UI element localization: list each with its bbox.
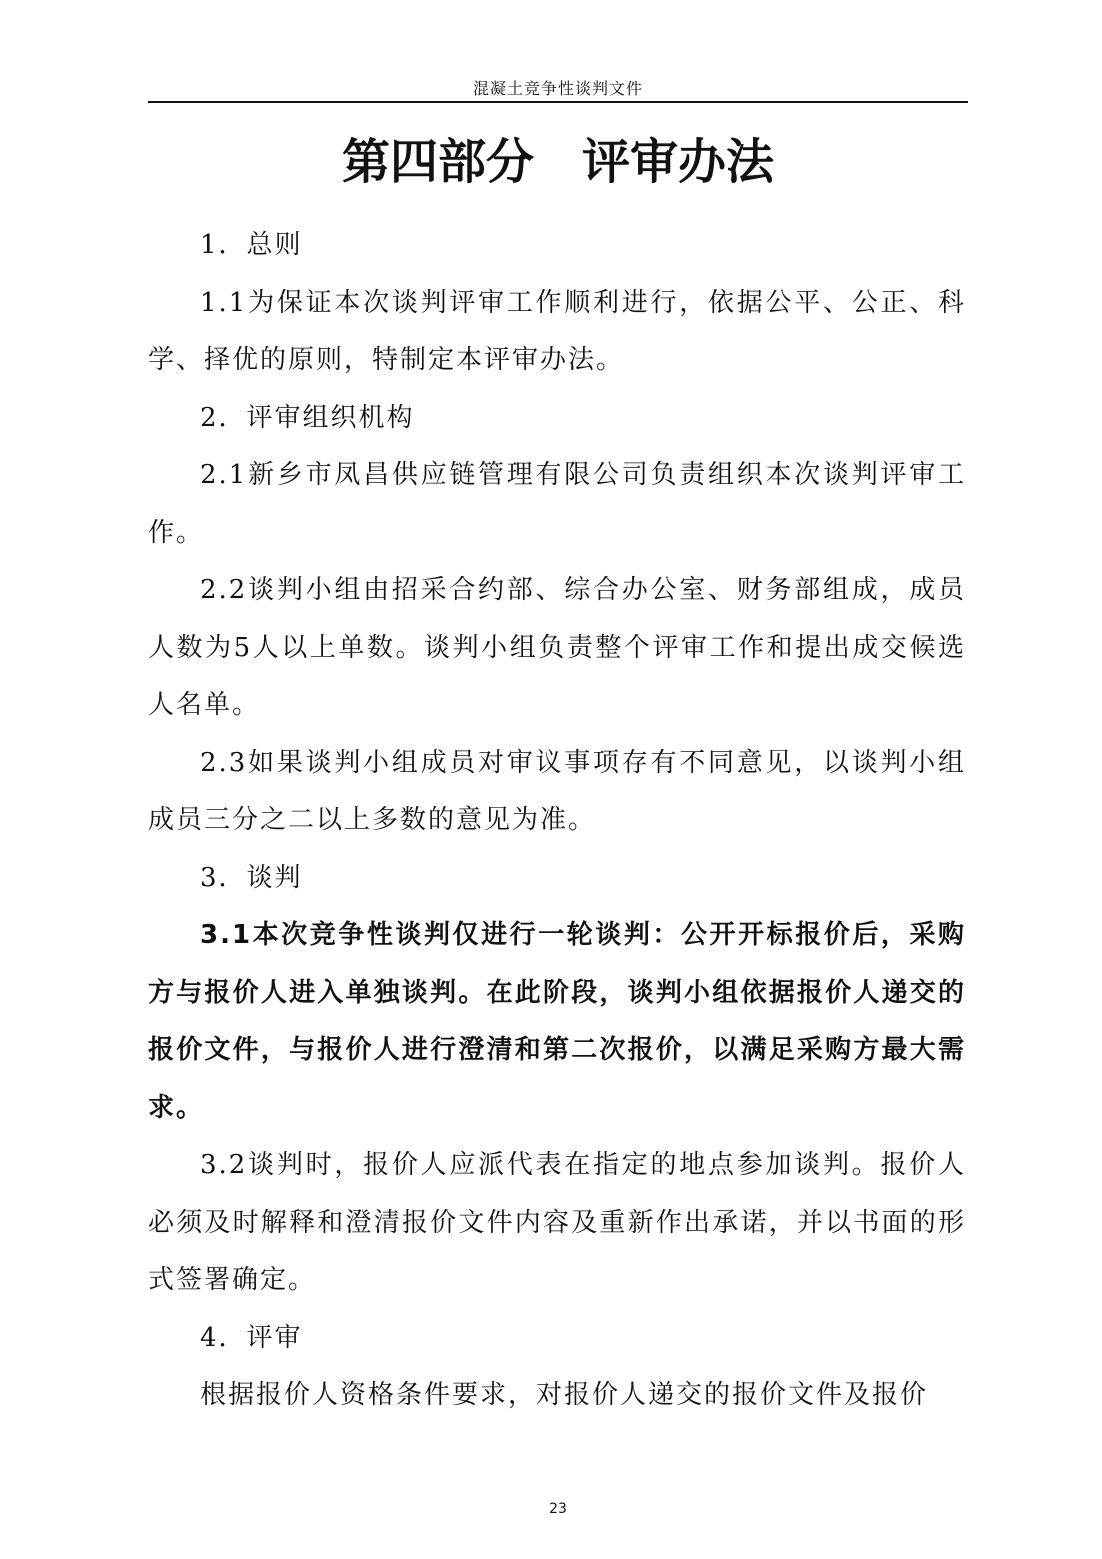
- section-heading-negotiation: 3．谈判: [200, 862, 303, 893]
- page-number: 23: [549, 1501, 567, 1517]
- header-divider: [148, 101, 968, 103]
- section-heading-general: 1．总则: [200, 230, 303, 260]
- paragraph-2-3: 2.3如果谈判小组成员对审议事项存有不同意见，以谈判小组成员三分之二以上多数的意见为准。: [148, 747, 966, 835]
- section-heading-evaluation: 4．评审: [200, 1322, 303, 1353]
- document-body: [148, 217, 966, 1425]
- paragraph-3-2: 3.2谈判时，报价人应派代表在指定的地点参加谈判。报价人必须及时解释和澄清报价文件内容及重新作出承诺，并以书面的形式签署确定。: [148, 1150, 966, 1295]
- section-heading-organization: 2．评审组织机构: [200, 402, 415, 433]
- paragraph-3-1-bold: 3.1本次竞争性谈判仅进行一轮谈判：公开开标报价后，采购方与报价人进入单独谈判。在此阶段，谈判小组依据报价人递交的报价文件，与报价人进行澄清和第二次报价，以满足采购方最大需求。: [148, 920, 966, 1123]
- running-header: 混凝土竞争性谈判文件: [472, 79, 643, 98]
- paragraph-2-2: 2.2谈判小组由招采合约部、综合办公室、财务部组成，成员人数为5人以上单数。谈判小组负责整个评审工作和提出成交候选人名单。: [148, 575, 966, 720]
- paragraph-4-intro: 根据报价人资格条件要求，对报价人递交的报价文件及报价: [200, 1380, 929, 1410]
- paragraph-2-1: 2.1新乡市凤昌供应链管理有限公司负责组织本次谈判评审工作。: [148, 460, 966, 548]
- paragraph-1-1: 1.1为保证本次谈判评审工作顺利进行，依据公平、公正、科学、择优的原则，特制定本评审办法。: [148, 287, 966, 375]
- page-title: 第四部分 评审办法: [341, 134, 774, 190]
